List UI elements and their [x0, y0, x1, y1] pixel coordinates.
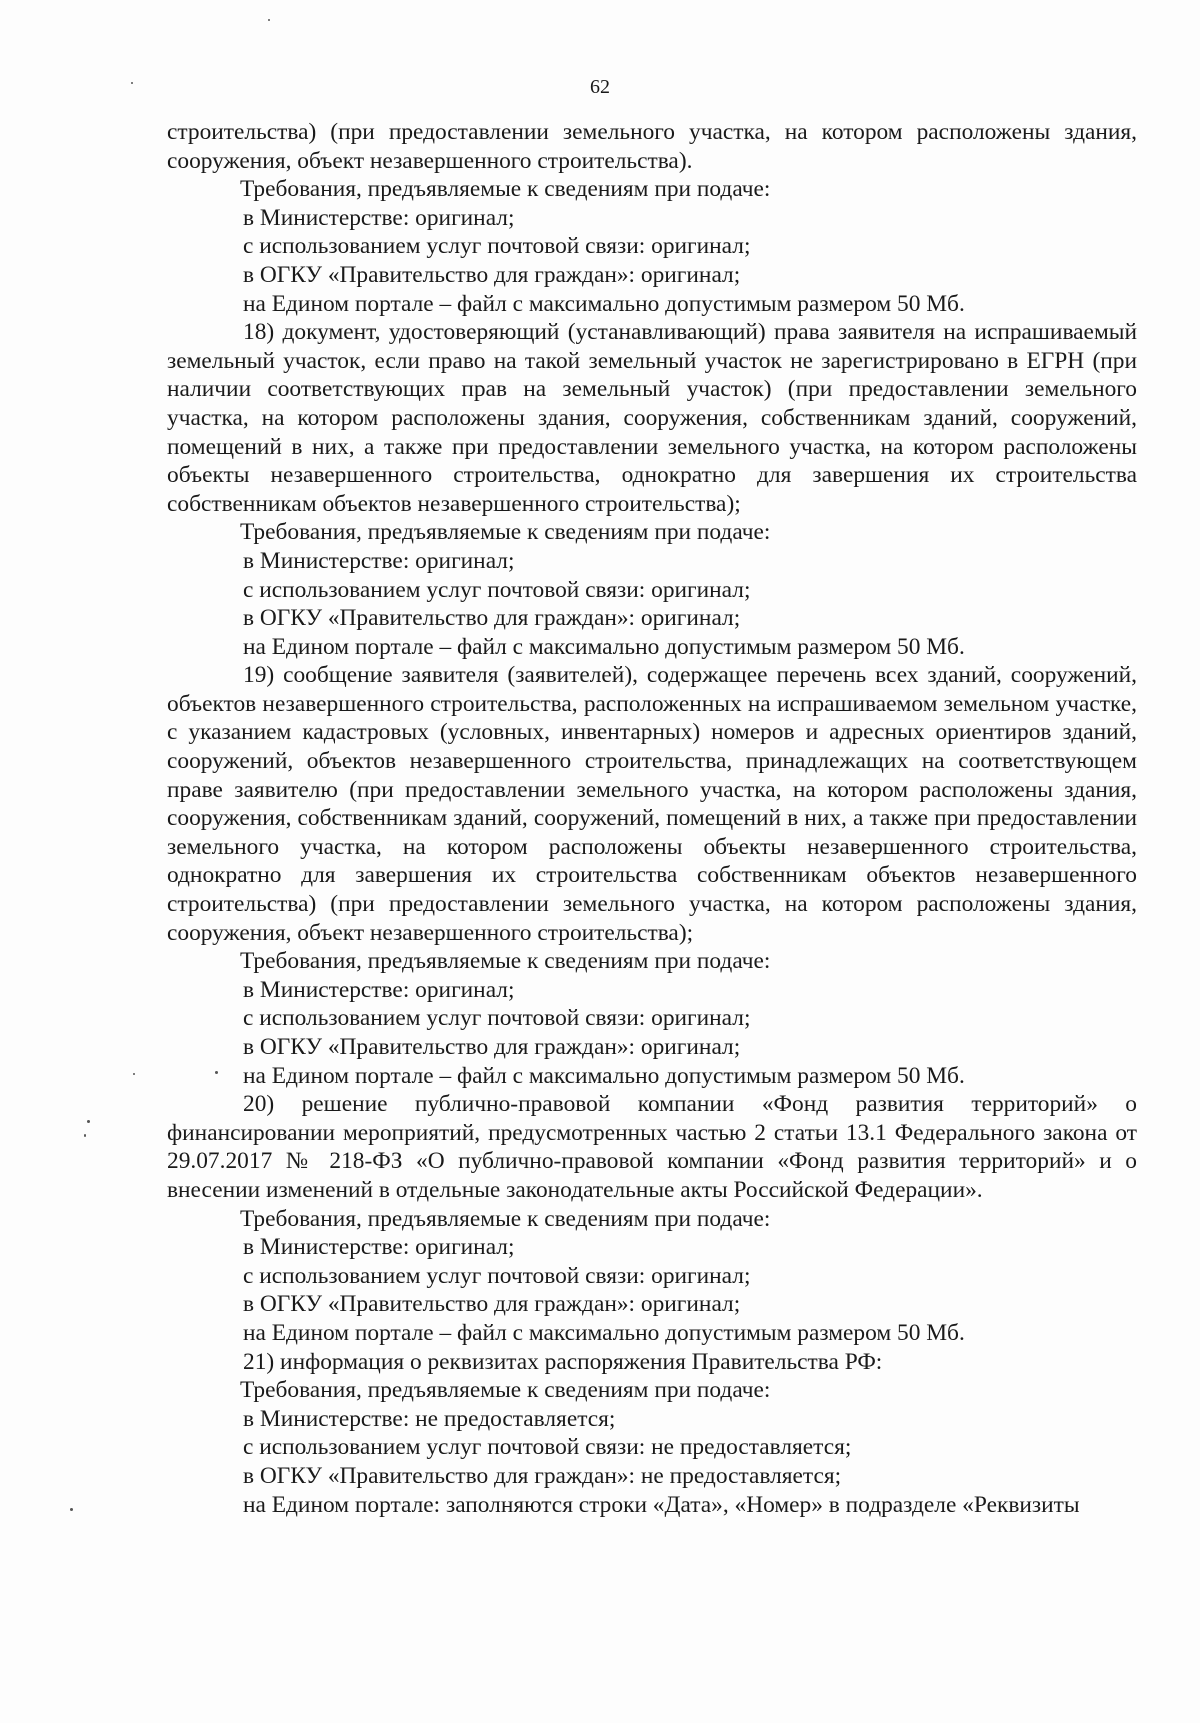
scan-speck: [84, 1134, 86, 1137]
document-body: [167, 118, 1137, 1519]
item-number: 21): [243, 1348, 275, 1375]
req-portal: на Едином портале – файл с максимально допустимым размером 50 Мб.: [243, 1319, 965, 1346]
req-ogku: в ОГКУ «Правительство для граждан»: оригинал;: [243, 1291, 741, 1318]
req-portal: на Едином портале: заполняются строки «Дата», «Номер» в подразделе «Реквизиты: [243, 1491, 1080, 1518]
requirements-header: Требования, предъявляемые к сведениям при подаче:: [240, 519, 771, 546]
req-portal: на Едином портале – файл с максимально допустимым размером 50 Мб.: [243, 1062, 965, 1089]
req-ogku: в ОГКУ «Правительство для граждан»: не предоставляется;: [243, 1462, 842, 1489]
req-ogku: в ОГКУ «Правительство для граждан»: оригинал;: [243, 1034, 741, 1060]
item-text: документ, удостоверяющий (устанавливающий) права заявителя на испрашиваемый земельный участок, если право на такой земельный участок не зарегистрировано в ЕГРН (при наличии соответствующих прав на земельный участок) (при предоставлении земельного участка, на котором расположены здания, сооружения, собственникам зданий, сооружений, помещений в них, а также при предоставлении земельного участка, на котором расположены объекты незавершенного строительства, однократно для завершения их строительства собственникам объектов незавершенного строительства);: [167, 319, 1137, 517]
req-ministry: в Министерстве: оригинал;: [243, 976, 515, 1003]
req-ministry: в Министерстве: оригинал;: [243, 547, 515, 574]
requirements-header: Требования, предъявляемые к сведениям при подаче:: [240, 176, 771, 203]
requirements-header: Требования, предъявляемые к сведениям при подаче:: [240, 948, 771, 975]
item-text: решение публично-правовой компании «Фонд развития территорий» о финансировании мероприятий, предусмотренных частью 2 статьи 13.1 Федерального закона от 29.07.2017 № 218-ФЗ «О публично-правовой компании «Фонд развития территорий» и о внесении изменений в отдельные законодательные акты Российской Федерации».: [167, 1091, 1137, 1203]
req-ogku: в ОГКУ «Правительство для граждан»: оригинал;: [243, 261, 741, 288]
item-number: 20): [243, 1091, 275, 1118]
item-number: 19): [243, 662, 275, 689]
requirements-header: Требования, предъявляемые к сведениям при подаче:: [240, 1205, 771, 1232]
list-item-19: [167, 661, 1137, 947]
req-post: с использованием услуг почтовой связи: не предоставляется;: [243, 1434, 852, 1461]
requirements-header: Требования, предъявляемые к сведениям при подаче:: [240, 1377, 771, 1404]
scan-speck: [133, 1073, 135, 1075]
item-text: сообщение заявителя (заявителей), содержащее перечень всех зданий, сооружений, объектов незавершенного строительства, расположенных на испрашиваемом земельном участке, с указанием кадастровых (условных, инвентарных) номеров и адресных ориентиров зданий, сооружений, объектов незавершенного строительства, принадлежащих на соответствующем праве заявителю (при предоставлении земельного участка, на котором расположены здания, сооружения, собственникам зданий, сооружений, помещений в них, а также при предоставлении земельного участка, на котором расположены объекты незавершенного строительства, однократно для завершения их строительства собственникам объектов незавершенного строительства) (при предоставлении земельного участка, на котором расположены здания, сооружения, объект незавершенного строительства);: [167, 662, 1137, 946]
continuation-paragraph: строительства) (при предоставлении земельного участка, на котором расположены здания, сооружения, объект незавершенного строительства).: [167, 119, 1137, 174]
item-number: 18): [243, 319, 275, 346]
req-post: с использованием услуг почтовой связи: оригинал;: [243, 576, 751, 603]
page-number: 62: [590, 76, 610, 98]
list-item-20: [167, 1090, 1137, 1204]
item-text: информация о реквизитах распоряжения Правительства РФ:: [280, 1348, 883, 1375]
req-post: с использованием услуг почтовой связи: оригинал;: [243, 1262, 751, 1289]
list-item-18: [167, 318, 1137, 518]
req-post: с использованием услуг почтовой связи: оригинал;: [243, 233, 751, 260]
req-portal: на Едином портале – файл с максимально допустимым размером 50 Мб.: [243, 633, 965, 660]
req-ministry: в Министерстве: оригинал;: [243, 204, 515, 231]
req-post: с использованием услуг почтовой связи: оригинал;: [243, 1005, 751, 1032]
scan-speck: [70, 1508, 73, 1511]
scan-speck: [87, 1120, 90, 1123]
list-item-21: [167, 1348, 1137, 1377]
req-portal: на Едином портале – файл с максимально допустимым размером 50 Мб.: [243, 290, 965, 317]
scan-speck: [268, 19, 270, 21]
req-ogku: в ОГКУ «Правительство для граждан»: оригинал;: [243, 605, 741, 632]
req-ministry: в Министерстве: оригинал;: [243, 1234, 515, 1261]
req-ministry: в Министерстве: не предоставляется;: [243, 1405, 616, 1432]
